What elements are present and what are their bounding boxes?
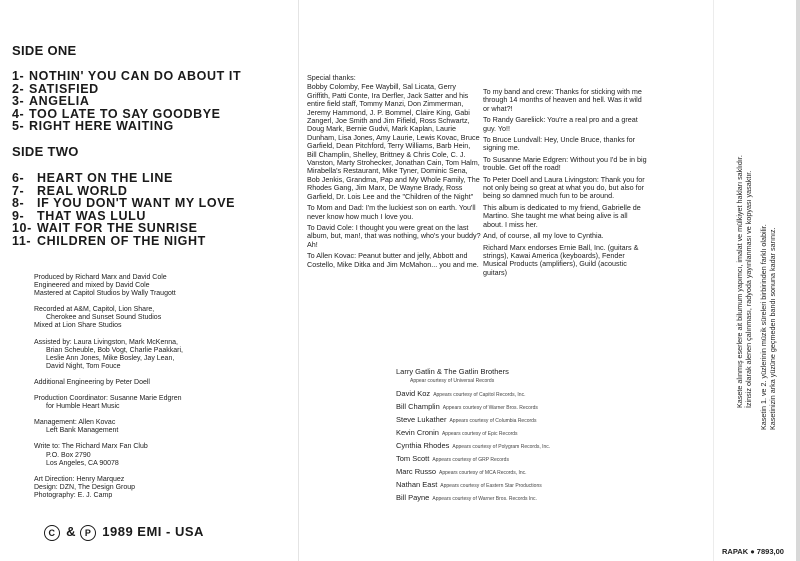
thanks-paragraph: To Mom and Dad: I'm the luckiest son on earth. You'll never know how much I love you. — [307, 203, 476, 221]
assisted-block — [34, 339, 284, 371]
musician-entry — [396, 481, 636, 490]
track-number: 1- — [12, 69, 25, 83]
credit-line: Production Coordinator: Susanne Marie Edgren — [34, 395, 182, 403]
credit-line: Photography: E. J. Camp — [34, 491, 113, 499]
musician-entry — [396, 390, 636, 399]
musician-courtesy: Appears courtesy of Warner Bros. Records — [442, 405, 538, 411]
credit-line: for Humble Heart Music — [46, 403, 120, 411]
track-number: 11- — [12, 233, 32, 248]
thanks-paragraph: Special thanks: — [307, 73, 356, 82]
fold-line-right — [713, 0, 714, 561]
musician-name: David Koz — [396, 389, 431, 398]
credit-line: Mixed at Lion Share Studios — [34, 322, 122, 330]
side-one-heading: SIDE ONE — [12, 43, 77, 58]
musician-name: Bill Payne — [396, 493, 430, 502]
track-number: 6- — [12, 170, 25, 185]
musician-name: Nathan East — [396, 480, 438, 489]
musician-entry — [396, 468, 636, 477]
credit-line: Left Bank Management — [46, 427, 119, 435]
credit-line: Management: Allen Kovac — [34, 419, 116, 427]
credit-line: Brian Scheuble, Bob Vogt, Charlie Paakkari, — [46, 346, 183, 354]
thanks-paragraph: To my band and crew: Thanks for sticking with me through 14 months of heaven and hell. Was it wild or what?! — [483, 87, 642, 113]
fan-club-block — [34, 443, 284, 467]
copyright-text: 1989 EMI - USA — [102, 524, 204, 539]
spine-line: Kasete alınmış eserlere ait bilumum yapımcı, imalat ve mülkiyet hakları saklıdır. — [735, 155, 744, 408]
track-title: ANGELIA — [29, 94, 90, 109]
thanks-paragraph: And, of course, all my love to Cynthia. — [483, 231, 604, 241]
musician-name: Tom Scott — [396, 454, 430, 463]
musician-courtesy: Appears courtesy of MCA Records, Inc. — [439, 470, 527, 476]
art-block — [34, 476, 284, 500]
thanks-left-column — [307, 74, 481, 272]
credit-line: Engineered and mixed by David Cole — [34, 282, 150, 290]
management-block — [34, 419, 284, 435]
phonogram-icon: P — [80, 525, 96, 541]
credit-line: Design: DZN, The Design Group — [34, 483, 136, 491]
thanks-paragraph: To Randy Gareliick: You're a real pro and a great guy. Yo!! — [483, 115, 638, 133]
musician-courtesy: Appears courtesy of Eastern Star Productions — [440, 483, 542, 489]
side-two-heading: SIDE TWO — [12, 143, 79, 159]
spine-line: Kasetin 1. ve 2. yüzlerinin müzik süreleri birbirinden farklı olabilir. — [759, 224, 768, 430]
tracklist-panel — [12, 44, 292, 248]
track-title: WAIT FOR THE SUNRISE — [37, 221, 198, 236]
track-item — [12, 120, 292, 133]
musician-name: Bill Champlin — [396, 402, 440, 411]
musician-courtesy: Appears courtesy of Capitol Records, Inc. — [433, 392, 526, 398]
credit-line: Recorded at A&M, Capitol, Lion Share, — [34, 306, 155, 314]
spine-line: Kasetinizin arka yüzüne geçmeden bandı sonuna kadar sarınız. — [768, 227, 777, 430]
credit-line: Assisted by: Laura Livingston, Mark McKenna, — [34, 338, 178, 346]
musician-entry — [396, 403, 636, 412]
side-one-tracklist — [12, 70, 292, 133]
thanks-paragraph: To David Cole: I thought you were great on the last album, but, man!, that was nothing, who's your buddy? Ah! — [307, 222, 481, 249]
musician-courtesy: Appears courtesy of Polygram Records, Inc. — [452, 444, 551, 450]
credit-line: Mastered at Capitol Studios by Wally Traugott — [34, 290, 176, 298]
credit-line: Los Angeles, CA 90078 — [46, 459, 119, 467]
track-title: NOTHIN' YOU CAN DO ABOUT IT — [29, 69, 242, 83]
track-title: CHILDREN OF THE NIGHT — [37, 233, 206, 248]
musician-entry — [396, 455, 636, 464]
credit-line: Cherokee and Sunset Sound Studios — [46, 314, 162, 322]
track-title: REAL WORLD — [37, 183, 128, 198]
thanks-paragraph: To Bruce Lundvall: Hey, Uncle Bruce, thanks for signing me. — [483, 135, 636, 153]
track-number: 5- — [12, 119, 25, 134]
musician-entry — [396, 494, 636, 503]
musician-name: Larry Gatlin & The Gatlin Brothers — [396, 367, 509, 376]
thanks-paragraph: Bobby Colomby, Fee Waybill, Sal Licata, Gerry Griffith, Patti Conte, Ira Derfler, Jack Satter and his entire field staff, Tommy Manzi, Don Zimmerman, Jeremy Hammond, J. P. Bommel, Claire King, Gabi Zangerl, Joe Smith and Jim Fifield, Ross Schwartz, Doug Mark, Bernie Gudvi, Mark Kaplan, Laurie Dunham, Lisa Jones, Amy Laurie, Lewis Kovac, Bruce Garfield, Dean Pitchford, Terry Williams, Barb Hein, Bill Champlin, Shelley, Brittney & Chris Cole, C. J. Vanston, Marty Strohecker, Jonathan Cain, Tom Halm, Mirabella's Restaurant, Mike Tyner, Dominic Sena, Bob Jenkis, Grandma, Pap and My Whole Family, The Rhodes Gang, Jim Marx, De Wayne Brady, Ross Garfield, Dr. Lois Lee and the "Children of the Night" — [307, 82, 480, 201]
credit-line: Art Direction: Henry Marquez — [34, 475, 125, 483]
track-title: RIGHT HERE WAITING — [29, 119, 174, 134]
track-number: 3- — [12, 94, 25, 109]
thanks-paragraph: This album is dedicated to my friend, Gabrielle de Martino. She taught me what being alive is all about. I miss her. — [483, 202, 641, 229]
track-title: THAT WAS LULU — [37, 208, 146, 223]
fold-line-left — [298, 0, 299, 561]
scan-edge — [796, 0, 800, 561]
side-two-tracklist — [12, 172, 292, 248]
musician-name: Kevin Cronin — [396, 428, 439, 437]
musician-name: Steve Lukather — [396, 415, 447, 424]
thanks-right-column — [483, 88, 647, 280]
musician-entry — [396, 429, 636, 438]
credit-line: Produced by Richard Marx and David Cole — [34, 274, 167, 281]
credit-line: Leslie Ann Jones, Mike Bosley, Jay Lean, — [46, 354, 175, 362]
track-number: 8- — [12, 196, 25, 211]
thanks-paragraph: To Allen Kovac: Peanut butter and jelly, Abbott and Costello, Mike Ditka and Jim McMahon... you and me. — [307, 251, 479, 269]
rapak-price: RAPAK ● 7893,00 — [722, 547, 784, 556]
thanks-paragraph: To Susanne Marie Edgren: Without you I'd be in big trouble. Get off the road! — [483, 154, 647, 173]
ampersand: & — [66, 524, 77, 539]
production-credits — [34, 274, 284, 505]
musician-list — [396, 390, 636, 503]
additional-engineering: Additional Engineering by Peter Doell — [34, 378, 150, 386]
thanks-paragraph: Richard Marx endorses Ernie Ball, Inc. (guitars & strings), Kawai America (keyboards), Fender Musical Products (amplifiers), Guild (acoustic guitars) — [483, 242, 639, 277]
copyright-icon: C — [44, 525, 60, 541]
track-number: 7- — [12, 183, 25, 198]
track-item — [12, 235, 292, 248]
recorded-block — [34, 306, 284, 330]
track-number: 10- — [12, 221, 32, 236]
copyright-line — [44, 524, 204, 541]
track-title: SATISFIED — [29, 81, 99, 96]
spine-text-col1 — [735, 155, 753, 408]
credit-line: P.O. Box 2790 — [46, 451, 91, 459]
spine-line: İzinsiz olarak alenen çalınması, radyoda yayınlanması ve kopyası yasaktır. — [744, 170, 753, 408]
track-title: IF YOU DON'T WANT MY LOVE — [37, 196, 236, 211]
coordinator-block — [34, 395, 284, 411]
musician-courtesy: Appears courtesy of Warner Bros. Records Inc. — [432, 496, 537, 502]
musician-entry — [396, 442, 636, 451]
musician-entry — [396, 368, 636, 385]
musician-name: Marc Russo — [396, 467, 437, 476]
credit-line: David Night, Tom Fouce — [46, 362, 121, 370]
musician-courtesy: Appear courtesy of Universal Records — [410, 378, 495, 384]
thanks-paragraph: To Peter Doell and Laura Livingston: Thank you for not only being so great at what you do, but also for being so damned much fun to be around. — [483, 174, 645, 201]
musician-courtesy: Appears courtesy of Columbia Records — [449, 418, 537, 424]
musician-name: Cynthia Rhodes — [396, 441, 450, 450]
musician-courtesy: Appears courtesy of Epic Records — [441, 431, 518, 437]
track-number: 9- — [12, 208, 25, 223]
track-title: HEART ON THE LINE — [37, 170, 173, 185]
track-number: 4- — [12, 106, 25, 121]
track-title: TOO LATE TO SAY GOODBYE — [29, 106, 221, 121]
musician-courtesy: Appears courtesy of GRP Records — [432, 457, 509, 463]
track-number: 2- — [12, 81, 25, 96]
guest-musicians — [396, 368, 636, 507]
credit-line: Write to: The Richard Marx Fan Club — [34, 443, 148, 451]
musician-entry — [396, 416, 636, 425]
spine-text-col2 — [759, 224, 777, 430]
produced-block — [34, 274, 284, 298]
